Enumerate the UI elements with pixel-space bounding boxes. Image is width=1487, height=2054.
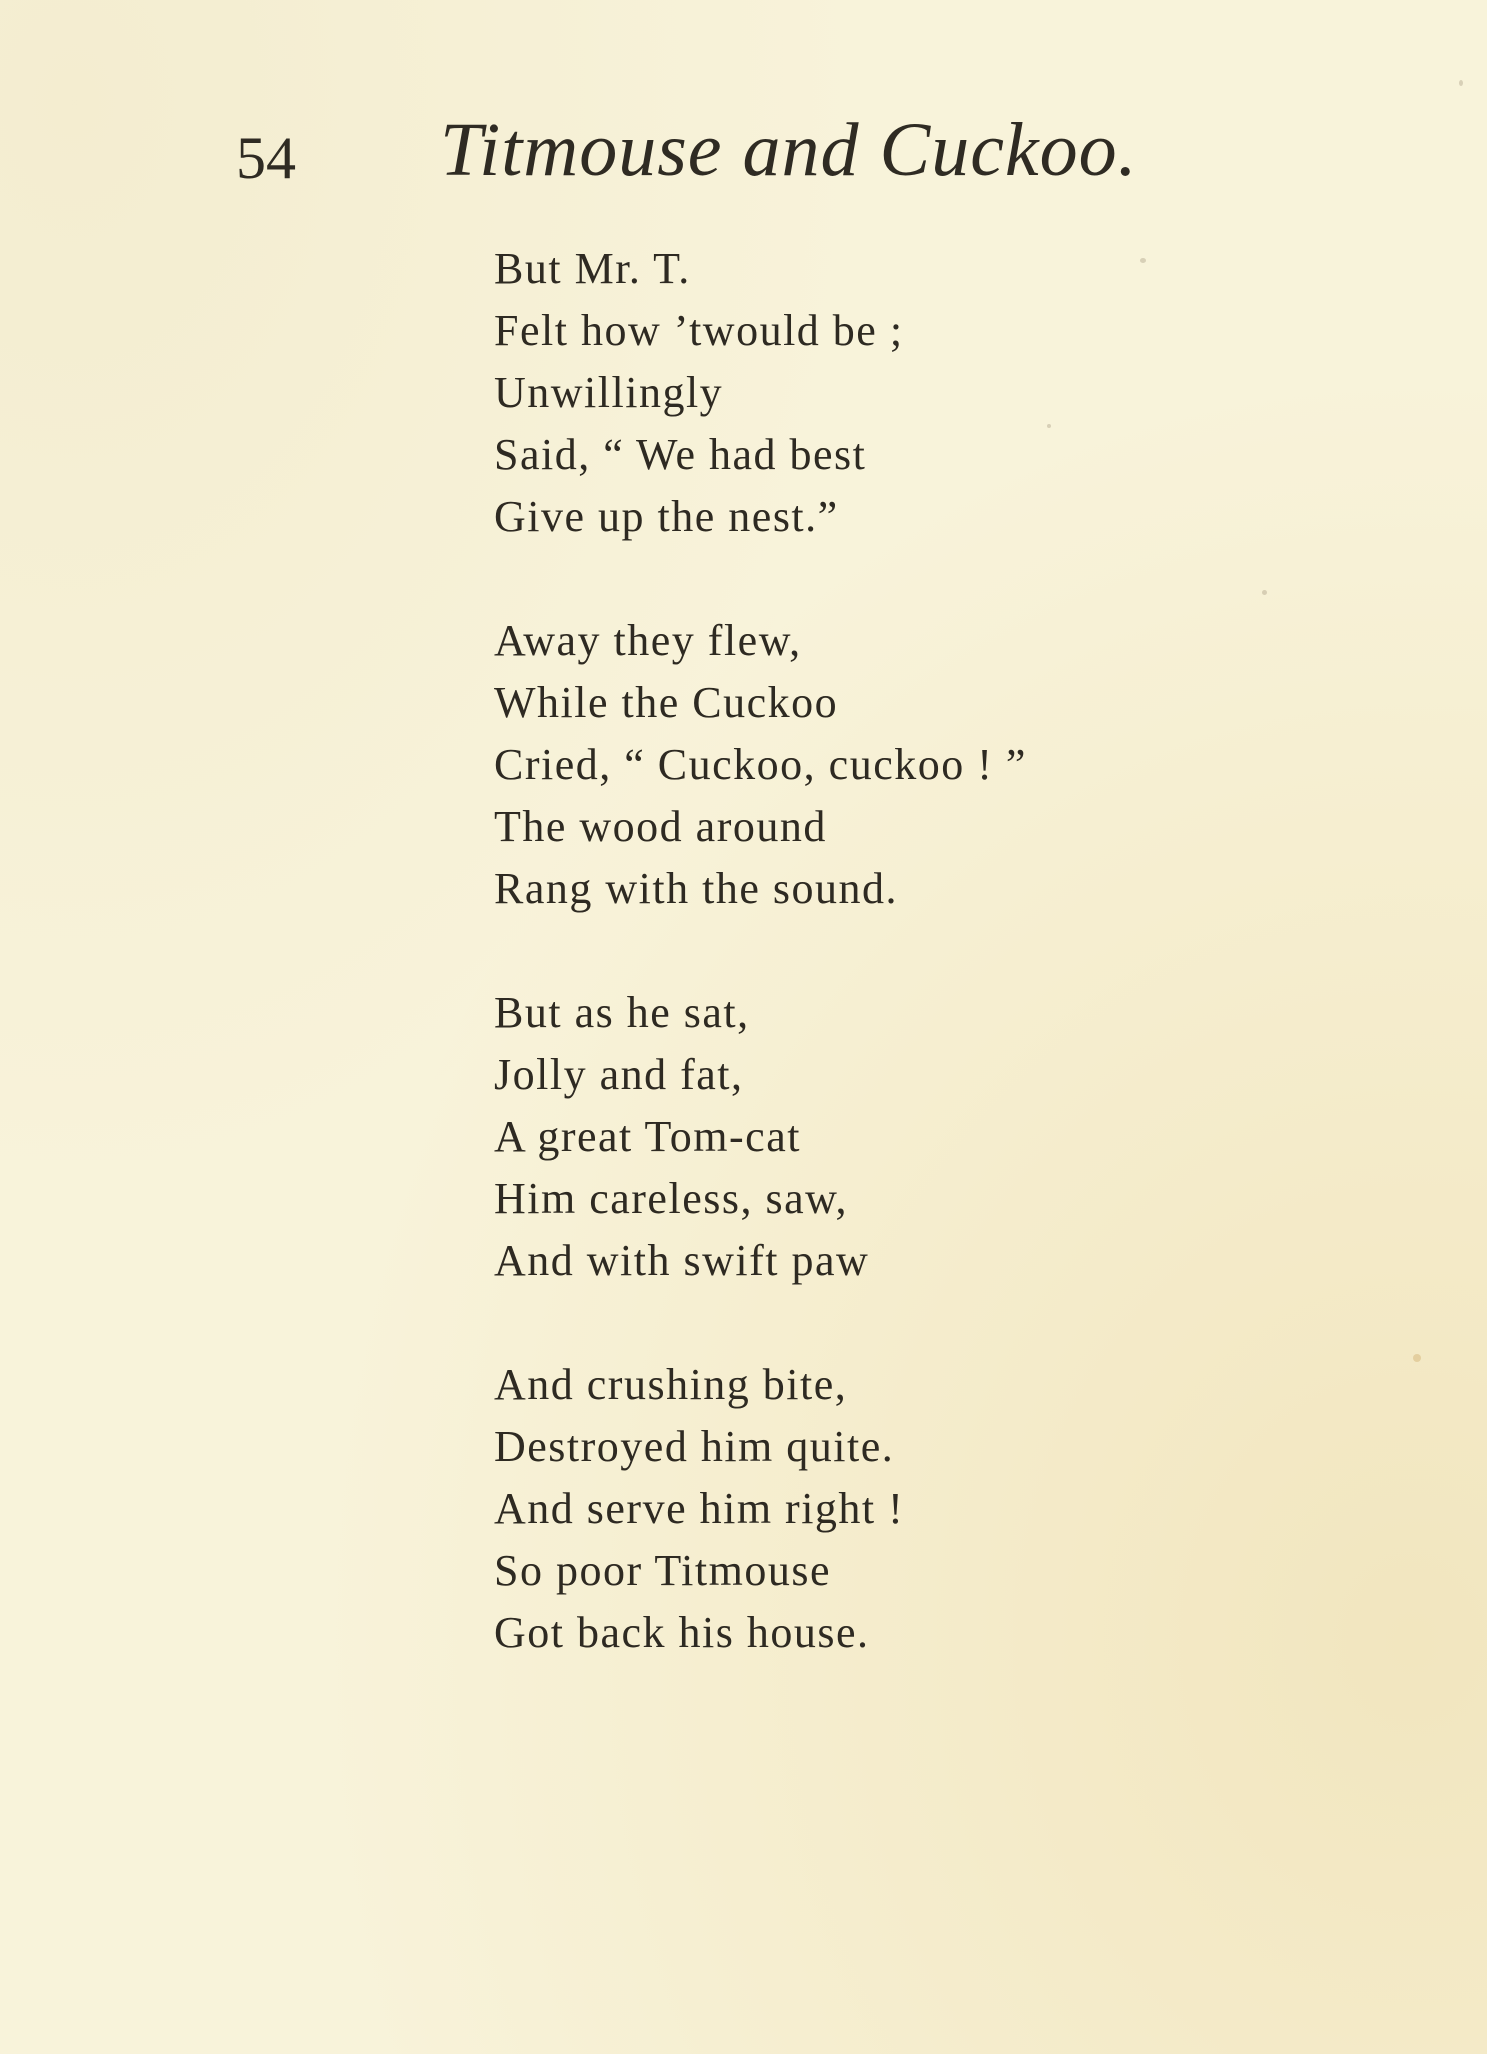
poem-line: So poor Titmouse (494, 1546, 831, 1595)
poem-line: Give up the nest.” (494, 492, 839, 541)
poem-line: Away they flew, (494, 616, 802, 665)
poem-line: Felt how ’twould be ; (494, 306, 904, 355)
paper-speck (1262, 590, 1267, 595)
poem-line: A great Tom-cat (494, 1112, 801, 1161)
poem-line: Jolly and fat, (494, 1050, 744, 1099)
poem-line: Rang with the sound. (494, 864, 898, 913)
stanza-1 (494, 238, 1194, 548)
poem-line: Destroyed him quite. (494, 1422, 895, 1471)
poem-line: While the Cuckoo (494, 678, 839, 727)
stanza-3 (494, 982, 1194, 1292)
page-number: 54 (236, 125, 296, 191)
poem-line: Said, “ We had best (494, 430, 867, 479)
paper-speck (1140, 258, 1146, 263)
paper-speck (1459, 80, 1463, 86)
poem (494, 238, 1194, 1726)
poem-line: But as he sat, (494, 988, 750, 1037)
poem-line: But Mr. T. (494, 244, 691, 293)
poem-line: And serve him right ! (494, 1484, 905, 1533)
running-title: Titmouse and Cuckoo. (440, 108, 1138, 192)
poem-line: Cried, “ Cuckoo, cuckoo ! ” (494, 740, 1027, 789)
poem-line: And crushing bite, (494, 1360, 848, 1409)
stanza-2 (494, 610, 1194, 920)
poem-line: Got back his house. (494, 1608, 870, 1657)
stanza-4 (494, 1354, 1194, 1664)
poem-line: Him careless, saw, (494, 1174, 849, 1223)
poem-line: Unwillingly (494, 368, 724, 417)
poem-line: The wood around (494, 802, 827, 851)
paper-speck (1413, 1354, 1421, 1362)
paper-speck (1047, 424, 1051, 428)
poem-line: And with swift paw (494, 1236, 870, 1285)
